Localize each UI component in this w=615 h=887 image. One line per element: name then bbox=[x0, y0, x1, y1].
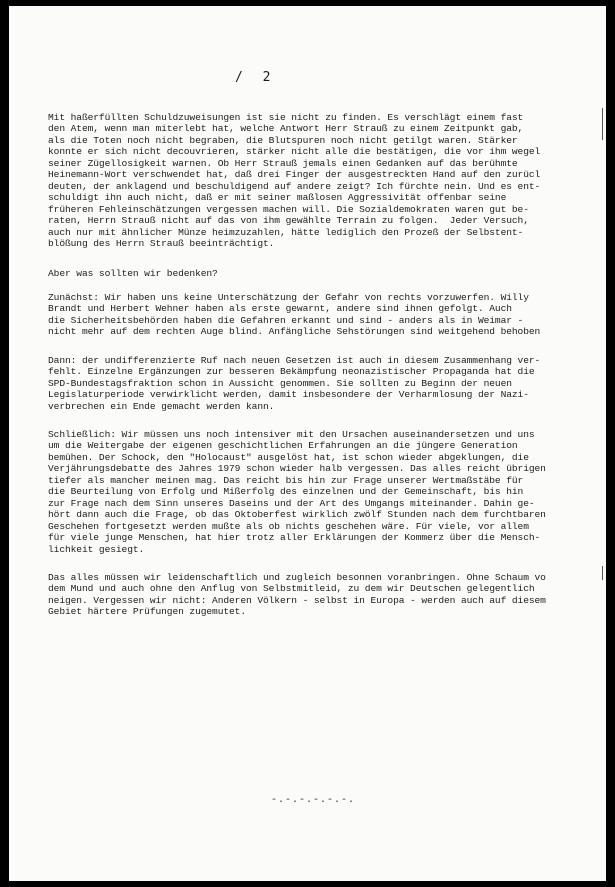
text-line: seiner Zügellosigkeit warnen. Ob Herr Strauß jemals einen Gedanken auf das berühmte bbox=[48, 157, 518, 169]
text-line: Zunächst: Wir haben uns keine Unterschätzung der Gefahr von rechts vorzuwerfen. Willy bbox=[48, 292, 529, 303]
text-line: bemühen. Der Schock, den "Holocaust" ausgelöst hat, ist schon wieder abgeklungen, die bbox=[48, 451, 529, 463]
text-line: konnte er sich nicht decouvrieren, stärker nicht alle die bestätigen, die vor ihm wegel bbox=[48, 146, 541, 158]
text-line: Brandt und Herbert Wehner haben als erste gewarnt, andere sind ihnen gefolgt. Auch bbox=[48, 303, 512, 315]
text-line: Das alles müssen wir leidenschaftlich und zugleich besonnen voranbringen. Ohne Schaum vo bbox=[48, 572, 546, 583]
paragraph-3 bbox=[48, 292, 600, 338]
text-line: Aber was sollten wir bedenken? bbox=[48, 268, 218, 279]
text-line: deuten, der anklagend und beschuldigend auf andere zeigt? Ich fürchte nein. Und es ent- bbox=[48, 180, 541, 192]
text-line: Legislaturperiode verwirklicht werden, damit insbesondere der Verharmlosung der Nazi- bbox=[48, 389, 529, 401]
paragraph-1 bbox=[48, 112, 600, 249]
margin-line bbox=[602, 566, 603, 580]
footer-mark: -.-.-.-.-.-. bbox=[271, 795, 356, 806]
text-line: tiefer als mancher meinen mag. Das reicht bis hin zur Frage unserer Wertmaßstäbe für bbox=[48, 474, 524, 486]
text-line: verbrechen ein Ende gemacht werden kann. bbox=[48, 400, 275, 412]
paragraph-2 bbox=[48, 268, 600, 279]
text-line: Schließlich: Wir müssen uns noch intensiver mit den Ursachen auseinandersetzen und uns bbox=[48, 429, 535, 440]
text-line: Heinemann-Wort verschwendet hat, daß drei Finger der ausgestreckten Hand auf den zurücl bbox=[48, 169, 541, 181]
text-line: früheren Fehleinschätzungen vergessen machen will. Die Sozialdemokraten waren gut be- bbox=[48, 203, 529, 215]
text-line: dem Mund und auch ohne den Anflug von Selbstmitleid, zu dem wir Deutschen gelegentlich bbox=[48, 583, 535, 595]
text-line: für viele junge Menschen, hat hier trotz aller Erklärungen der Kommerz über die Mensch- bbox=[48, 532, 541, 544]
text-line: Mit haßerfüllten Schuldzuweisungen ist sie nicht zu finden. Es verschlägt einem fast bbox=[48, 112, 524, 123]
paragraph-4 bbox=[48, 355, 600, 412]
margin-line bbox=[602, 108, 603, 140]
text-line: Geschehen fortgesetzt werden mußte als ob nichts geschehen wäre. Für viele, vor allem bbox=[48, 520, 529, 532]
document-page bbox=[9, 6, 606, 881]
text-line: lichkeit gesiegt. bbox=[48, 543, 145, 555]
text-line: die Beurteilung von Erfolg und Mißerfolg des einzelnen und der Gemeinschaft, bis hin bbox=[48, 486, 524, 498]
text-line: fehlt. Einzelne Ergänzungen zur besseren Bekämpfung neonazistischer Propaganda hat die bbox=[48, 366, 535, 378]
text-line: die Sicherheitsbehörden haben die Gefahren erkannt und sind - anders als in Weimar - bbox=[48, 314, 524, 326]
text-line: Dann: der undifferenzierte Ruf nach neuen Gesetzen ist auch in diesem Zusammenhang ver- bbox=[48, 355, 541, 366]
text-line: hört dann auch die Frage, ob das Oktoberfest wirklich zwölf Stunden nach dem furchtbaren bbox=[48, 509, 546, 521]
paragraph-5 bbox=[48, 429, 600, 555]
text-line: um die Weitergabe der eigenen geschichtlichen Erfahrungen an die jüngere Generation bbox=[48, 440, 518, 452]
text-line: SPD-Bundestagsfraktion schon in Aussicht genommen. Sie sollten zu Beginn der neuen bbox=[48, 377, 512, 389]
text-line: schuldigt ihn auch nicht, daß er mit seiner maßlosen Aggressivität offenbar seine bbox=[48, 192, 507, 204]
text-line: den Atem, wenn man miterlebt hat, welche Antwort Herr Strauß zu einem Zeitpunkt gab, bbox=[48, 123, 524, 135]
text-line: zur Frage nach dem Sinn unseres Daseins und der Art des Umgangs miteinander. Dahin ge- bbox=[48, 497, 535, 509]
paragraph-6 bbox=[48, 572, 600, 618]
text-line: neigen. Vergessen wir nicht: Anderen Völkern - selbst in Europa - werden auch auf diesem bbox=[48, 594, 546, 606]
text-line: blößung des Herrn Strauß beeinträchtigt. bbox=[48, 237, 275, 249]
text-line: auch nur mit ähnlicher Münze heimzuzahlen, hätte lediglich den Prozeß der Selbstent- bbox=[48, 226, 524, 238]
text-line: als die Toten noch nicht begraben, die Blutspuren noch nicht getilgt waren. Stärker bbox=[48, 134, 518, 146]
page-number: / 2 bbox=[235, 70, 277, 85]
text-line: Gebiet härtere Prüfungen zugemutet. bbox=[48, 606, 247, 618]
text-line: raten, Herrn Strauß nicht auf das von ihm gewählte Terrain zu folgen. Jeder Versuch, bbox=[48, 215, 529, 227]
text-line: nicht mehr auf dem rechten Auge blind. Anfängliche Sehstörungen sind weitgehend behoben bbox=[48, 326, 541, 338]
text-line: Verjährungsdebatte des Jahres 1979 schon wieder halb vergessen. Das alles reicht übrigen bbox=[48, 463, 546, 475]
